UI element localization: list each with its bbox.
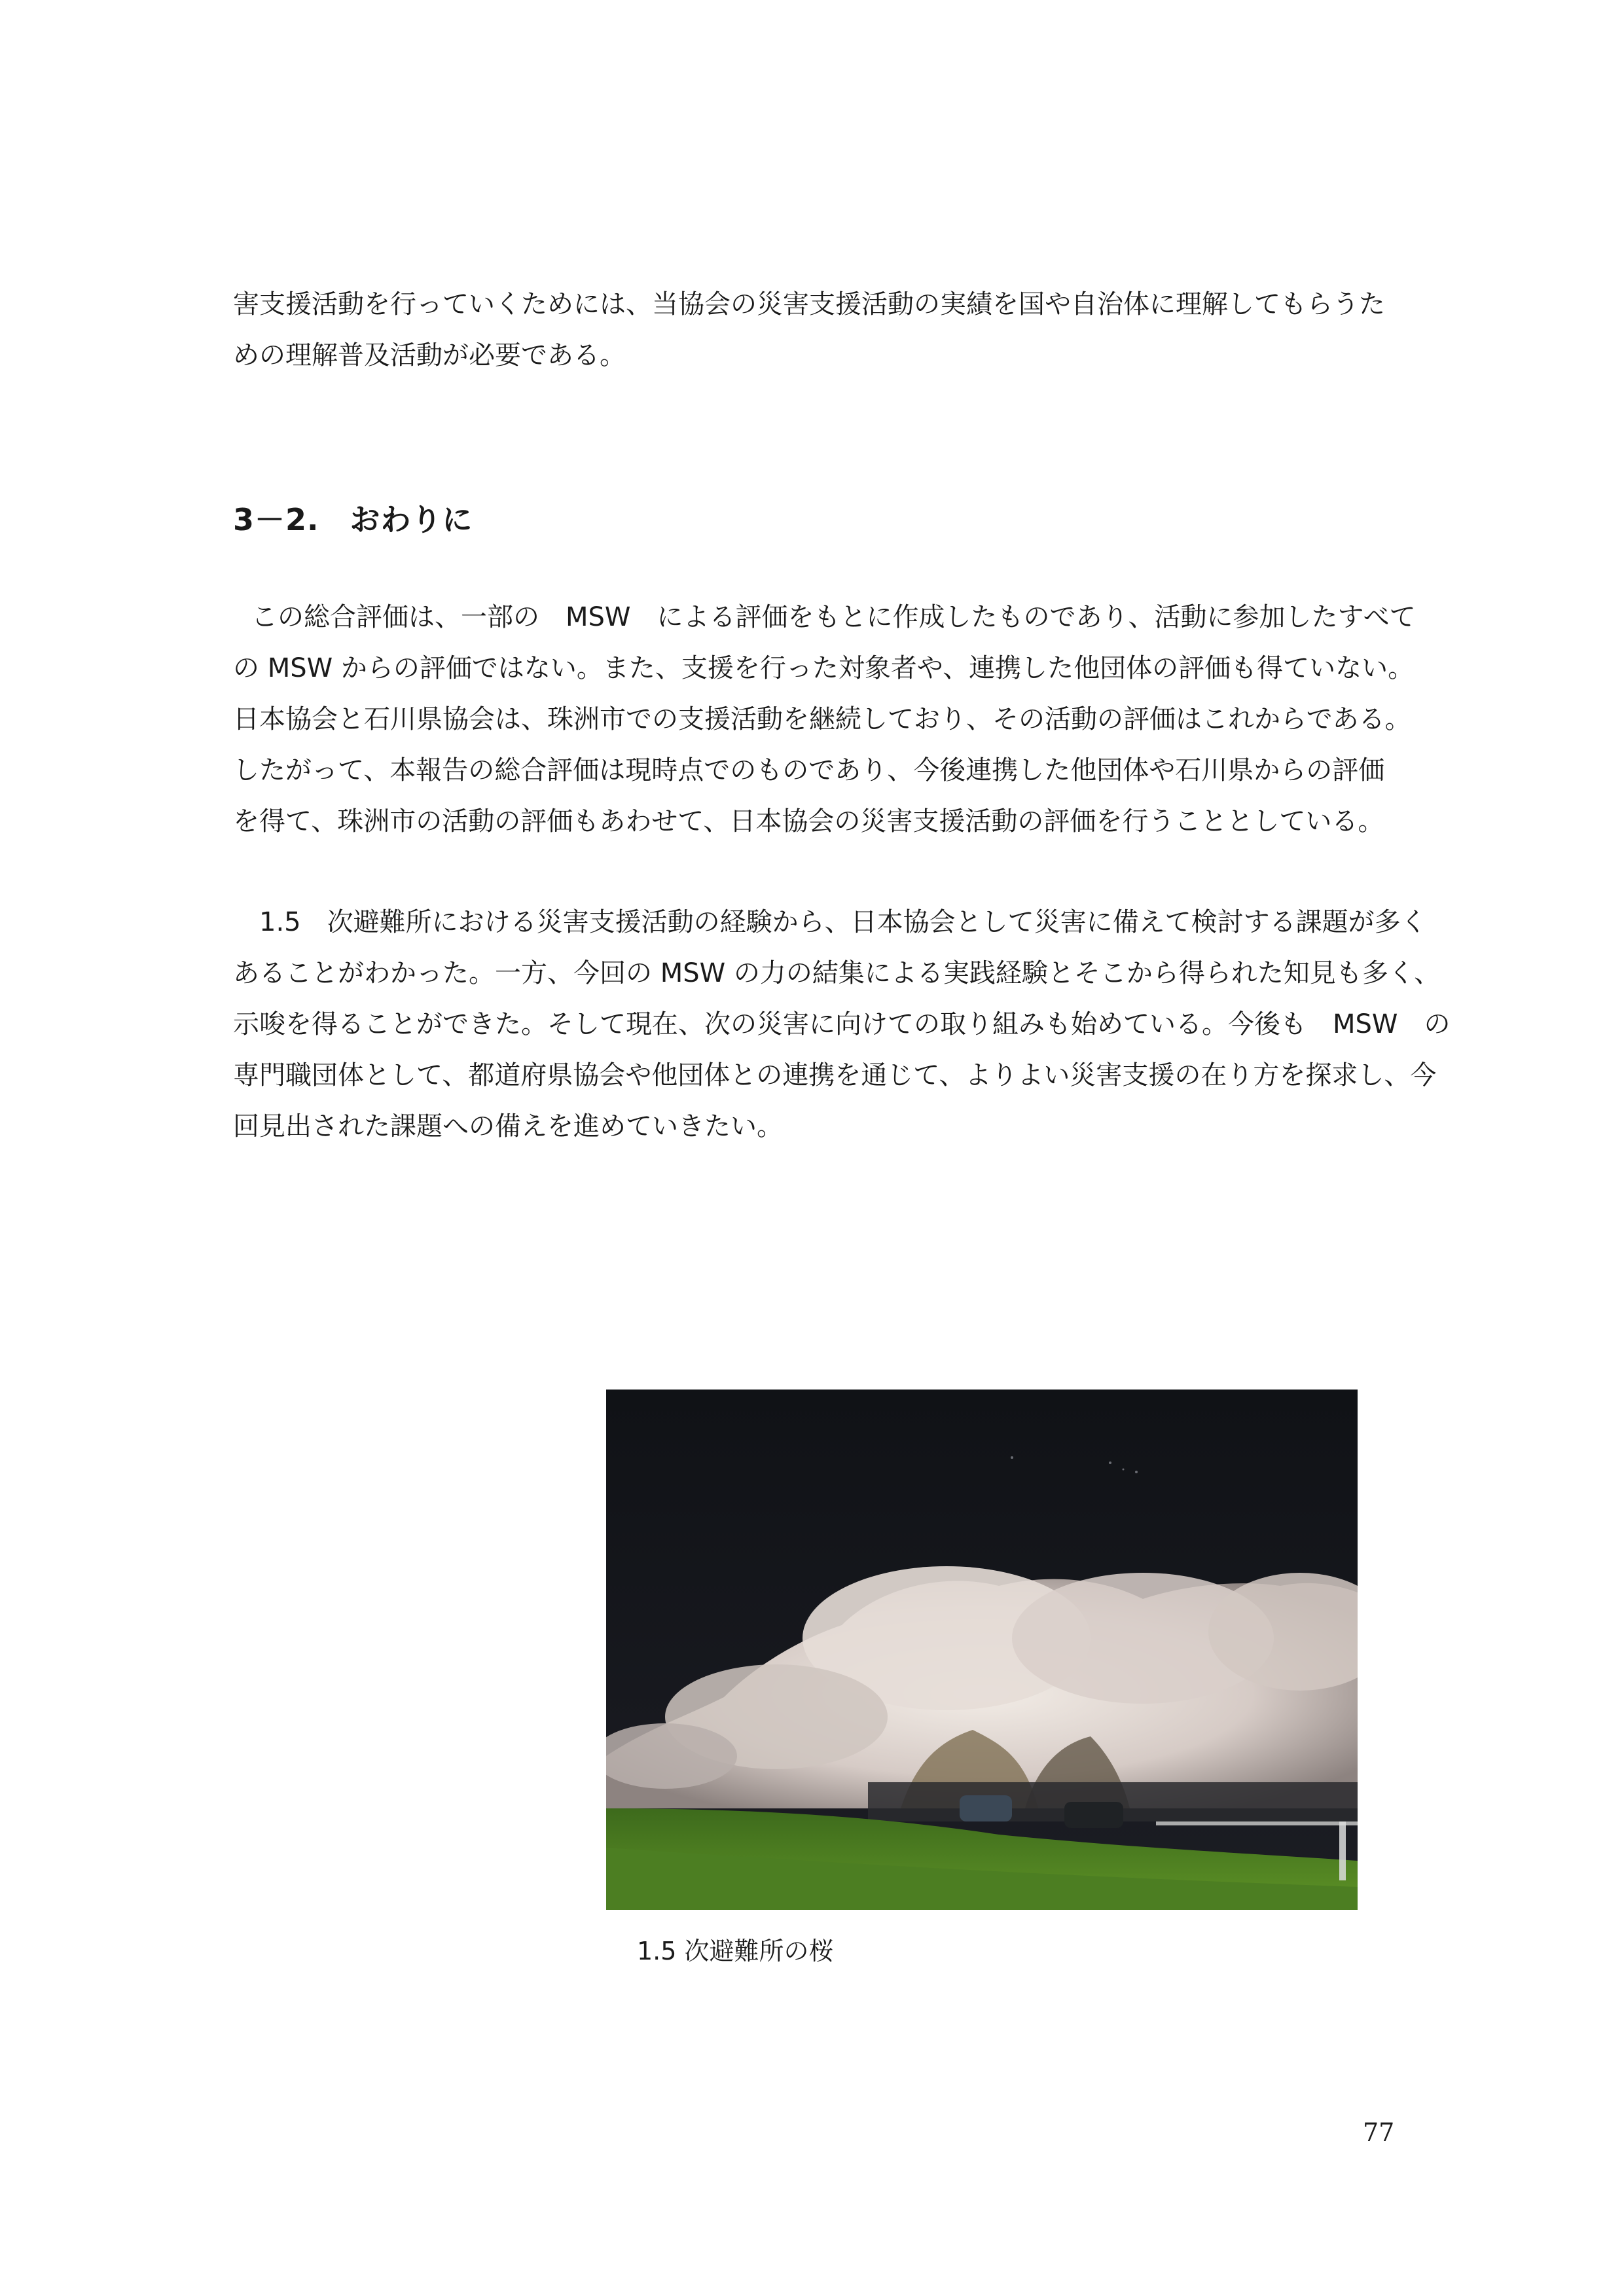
closing-paragraph-2 [233,897,1451,1152]
text-line: あることがわかった。一方、今回の MSW の力の結集による実践経験とそこから得られた知見も多く、 [233,958,1441,988]
text-line: この総合評価は、一部の MSW による評価をもとに作成したものであり、活動に参加したすべて [251,602,1416,632]
closing-paragraph-1 [233,592,1416,847]
cherry-blossom-photo [606,1390,1358,1910]
text-line: 1.5 次避難所における災害支援活動の経験から、日本協会として災害に備えて検討する課題が多く [259,907,1427,937]
figure-caption: 1.5 次避難所の桜 [637,1937,834,1965]
text-line: 示唆を得ることができた。そして現在、次の災害に向けての取り組みも始めている。今後も MSW の [233,1009,1451,1039]
page-number: 77 [1363,2118,1395,2147]
text-line: 回見出された課題への備えを進めていきたい。 [233,1111,783,1141]
text-line: の MSW からの評価ではない。また、支援を行った対象者や、連携した他団体の評価も得ていない。 [233,653,1415,683]
text-line: したがって、本報告の総合評価は現時点でのものであり、今後連携した他団体や石川県からの評価 [233,755,1385,785]
text-line: を得て、珠洲市の活動の評価もあわせて、日本協会の災害支援活動の評価を行うこととしている。 [233,806,1384,836]
text-line: めの理解普及活動が必要である。 [233,340,626,370]
text-line: 日本協会と石川県協会は、珠洲市での支援活動を継続しており、その活動の評価はこれからである。 [233,704,1411,734]
text-line: 専門職団体として、都道府県協会や他団体との連携を通じて、よりよい災害支援の在り方を探求し、今 [233,1060,1437,1090]
text-line: 害支援活動を行っていくためには、当協会の災害支援活動の実績を国や自治体に理解してもらうた [233,289,1385,319]
section-heading: 3－2. おわりに [233,502,473,537]
intro-paragraph [233,279,1411,381]
